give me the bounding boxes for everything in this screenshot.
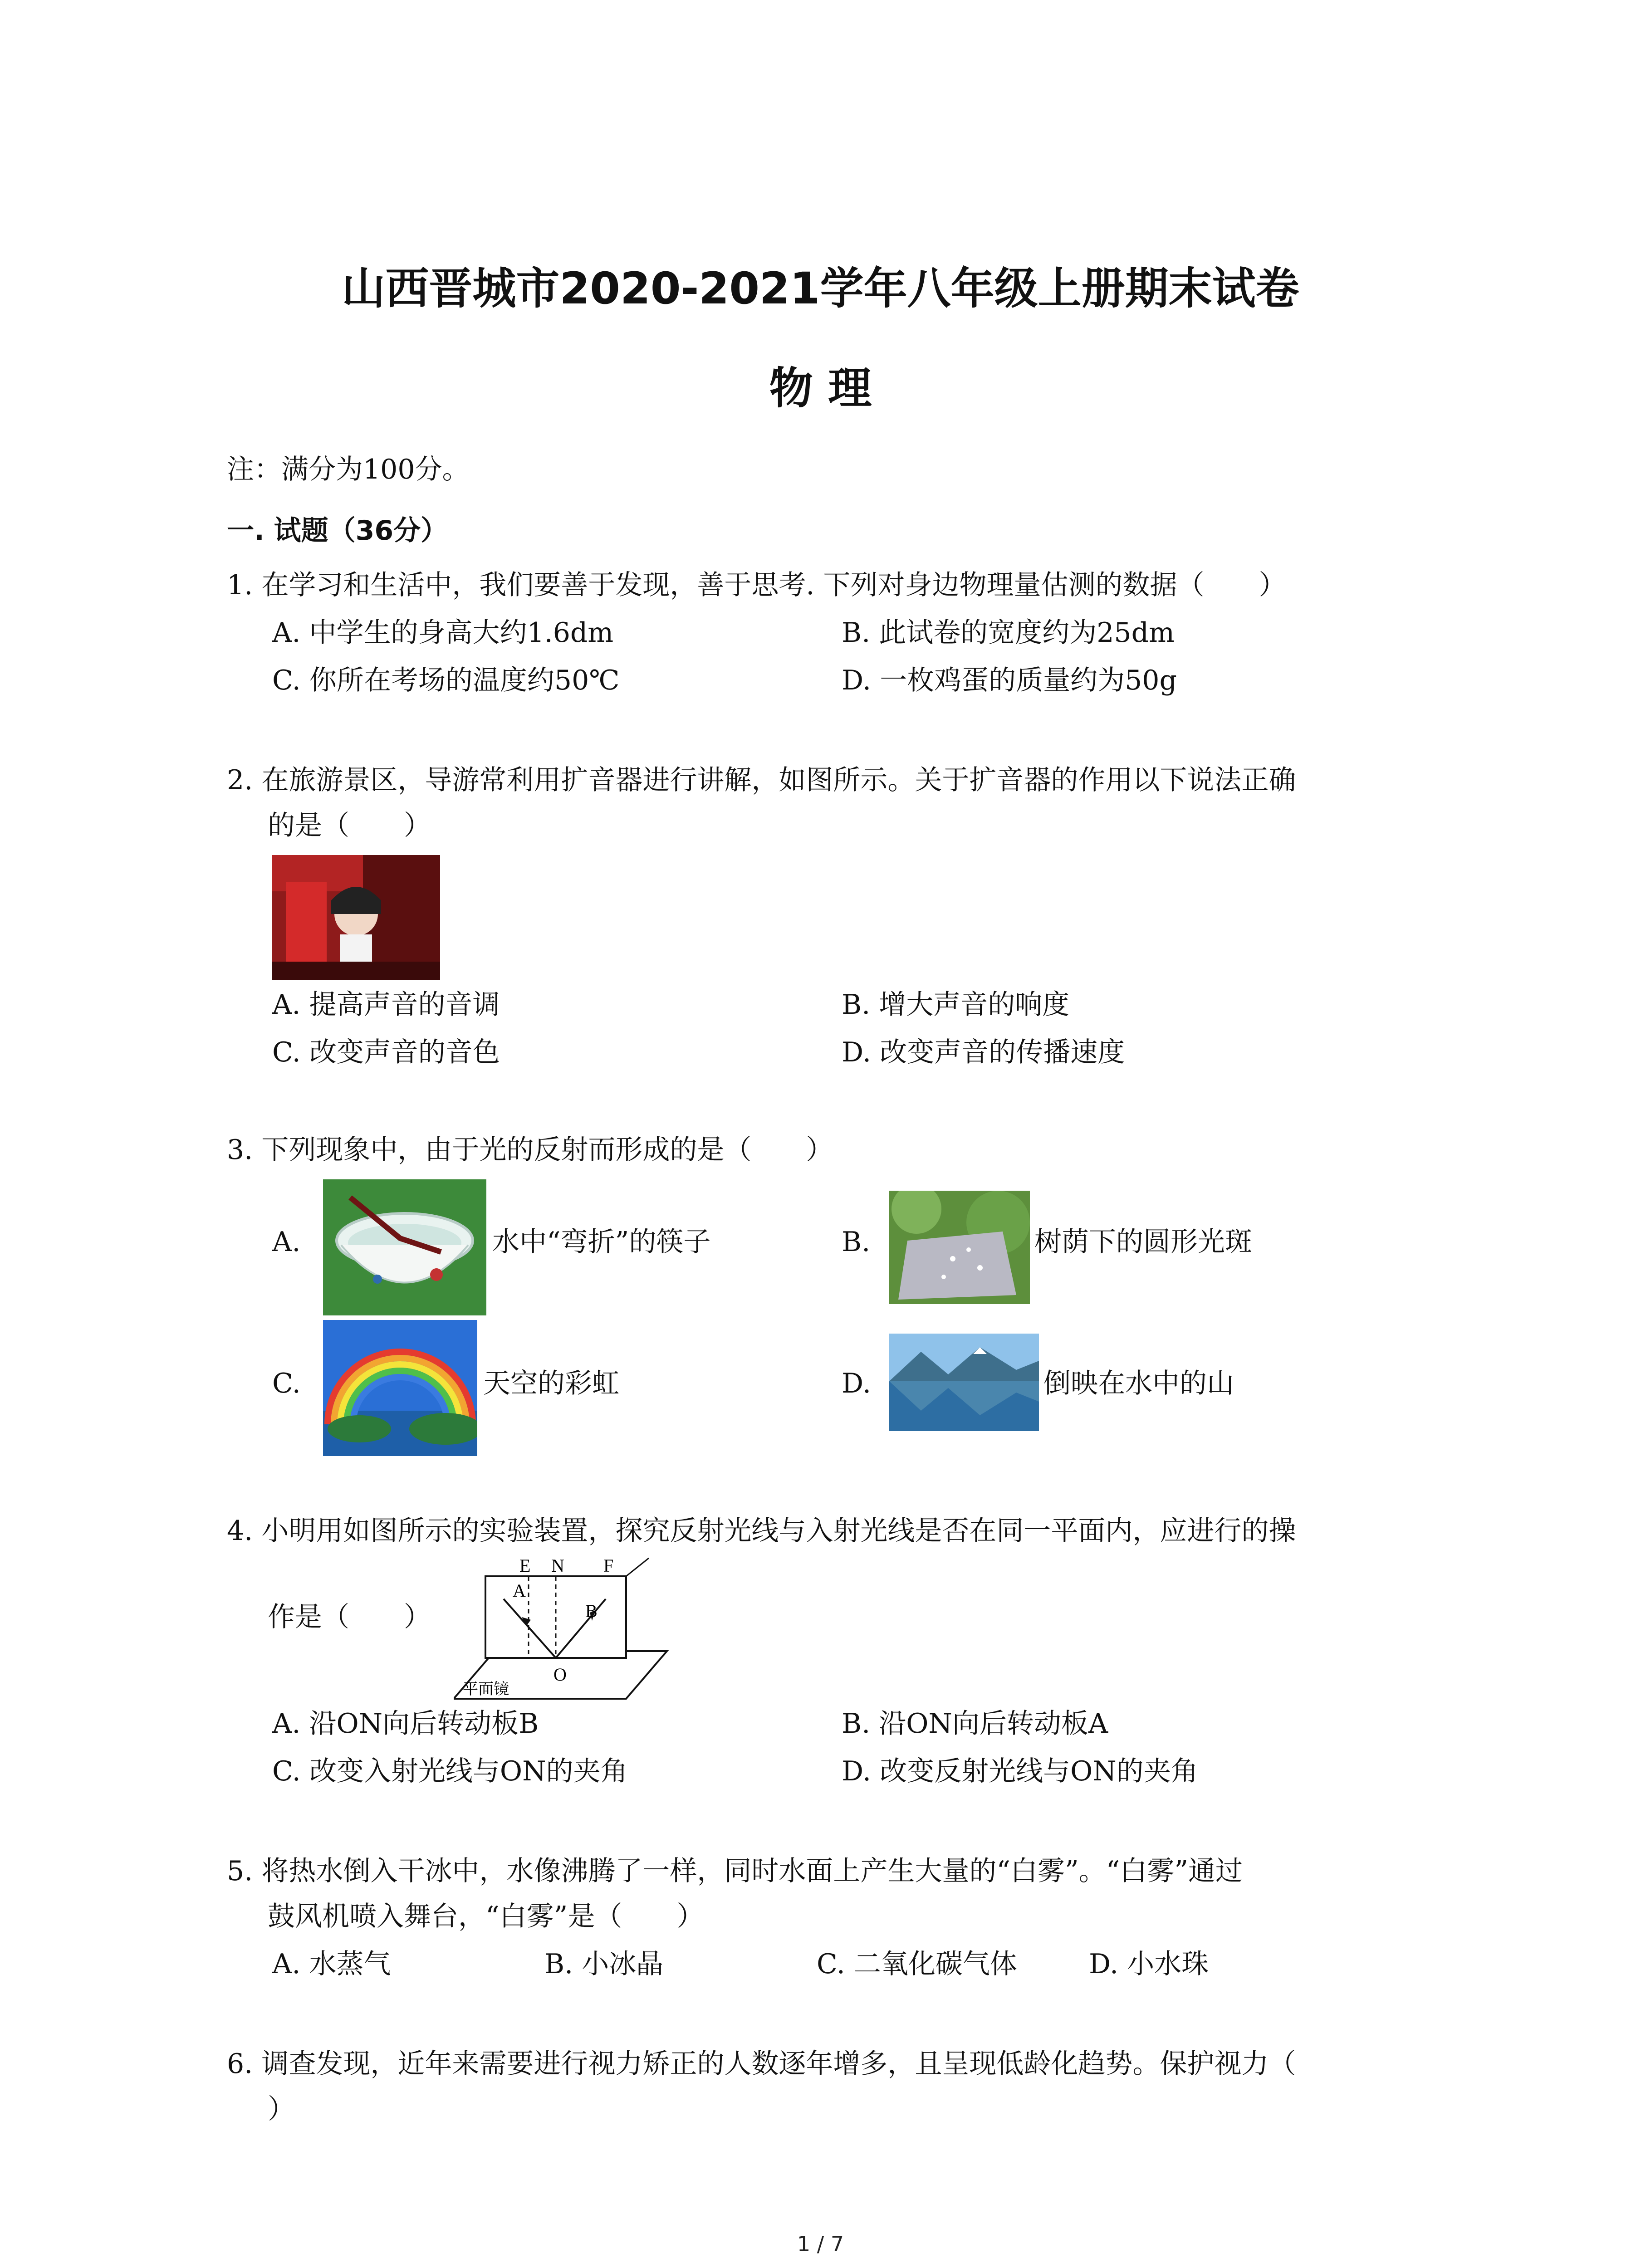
q5-option-c: C. 二氧化碳气体 xyxy=(817,1948,1017,1980)
rainbow-photo xyxy=(323,1320,477,1456)
q4-stem-line1: 4. 小明用如图所示的实验装置，探究反射光线与入射光线是否在同一平面内，应进行的操 xyxy=(227,1515,1296,1547)
score-note: 注：满分为100分。 xyxy=(227,454,470,485)
q6-stem-line1: 6. 调查发现，近年来需要进行视力矫正的人数逐年增多，且呈现低龄化趋势。保护视力（ xyxy=(227,2048,1296,2080)
label-e: E xyxy=(519,1555,531,1576)
q1-option-a: A. 中学生的身高大约1.6dm xyxy=(272,617,614,649)
q1-stem: 1. 在学习和生活中，我们要善于发现，善于思考. 下列对身边物理量估测的数据（ ） xyxy=(227,569,1286,601)
q3-option-a-label: A. xyxy=(272,1226,301,1258)
q3-option-c-label: C. xyxy=(272,1368,301,1399)
q5-stem-line1: 5. 将热水倒入干冰中，水像沸腾了一样，同时水面上产生大量的“白雾”。“白雾”通过 xyxy=(227,1855,1243,1887)
q4-stem-line2: 作是（ ） xyxy=(268,1601,431,1633)
q2-option-b: B. 增大声音的响度 xyxy=(842,989,1070,1021)
label-mirror: 平面镜 xyxy=(463,1680,509,1698)
q1-option-d: D. 一枚鸡蛋的质量约为50g xyxy=(842,665,1177,696)
q4-option-b: B. 沿ON向后转动板A xyxy=(842,1708,1108,1740)
q3-option-d-text: 倒映在水中的山 xyxy=(1043,1368,1234,1399)
q5-option-d: D. 小水珠 xyxy=(1089,1948,1209,1980)
q2-option-d: D. 改变声音的传播速度 xyxy=(842,1036,1125,1068)
q1-option-c: C. 你所在考场的温度约50℃ xyxy=(272,665,620,696)
label-f: F xyxy=(603,1555,614,1576)
q3-option-c-text: 天空的彩虹 xyxy=(483,1368,619,1399)
label-b: B xyxy=(585,1601,598,1621)
bent-chopstick-photo xyxy=(323,1179,486,1315)
q5-stem-line2: 鼓风机喷入舞台，“白雾”是（ ） xyxy=(268,1901,704,1932)
q2-option-c: C. 改变声音的音色 xyxy=(272,1036,500,1068)
page-number: 1 / 7 xyxy=(797,2232,844,2256)
q4-option-c: C. 改变入射光线与ON的夹角 xyxy=(272,1755,628,1787)
label-n: N xyxy=(551,1555,564,1576)
section-heading: 一. 试题（36分） xyxy=(227,515,448,547)
q3-option-b-text: 树荫下的圆形光斑 xyxy=(1034,1226,1252,1258)
subject-title: 物 理 xyxy=(769,363,872,414)
q4-option-d: D. 改变反射光线与ON的夹角 xyxy=(842,1755,1198,1787)
q3-option-a-text: 水中“弯折”的筷子 xyxy=(492,1226,711,1258)
shadow-light-spots-photo xyxy=(889,1191,1030,1304)
q3-option-b-label: B. xyxy=(842,1226,871,1258)
q5-option-b: B. 小冰晶 xyxy=(544,1948,664,1980)
exam-title: 山西晋城市2020-2021学年八年级上册期末试卷 xyxy=(342,263,1299,314)
q6-stem-line2: ） xyxy=(268,2093,295,2125)
label-o: O xyxy=(554,1664,567,1685)
q2-stem-line1: 2. 在旅游景区，导游常利用扩音器进行讲解，如图所示。关于扩音器的作用以下说法正确 xyxy=(227,764,1296,796)
q3-stem: 3. 下列现象中，由于光的反射而形成的是（ ） xyxy=(227,1134,833,1166)
reflection-apparatus-diagram xyxy=(454,1549,681,1703)
q4-option-a: A. 沿ON向后转动板B xyxy=(272,1708,539,1740)
q2-stem-line2: 的是（ ） xyxy=(268,810,431,841)
q5-option-a: A. 水蒸气 xyxy=(272,1948,391,1980)
mountain-reflection-photo xyxy=(889,1334,1039,1431)
label-a: A xyxy=(513,1580,526,1601)
q2-option-a: A. 提高声音的音调 xyxy=(272,989,500,1021)
q3-option-d-label: D. xyxy=(842,1368,872,1399)
tour-guide-photo xyxy=(272,855,440,980)
q1-option-b: B. 此试卷的宽度约为25dm xyxy=(842,617,1175,649)
